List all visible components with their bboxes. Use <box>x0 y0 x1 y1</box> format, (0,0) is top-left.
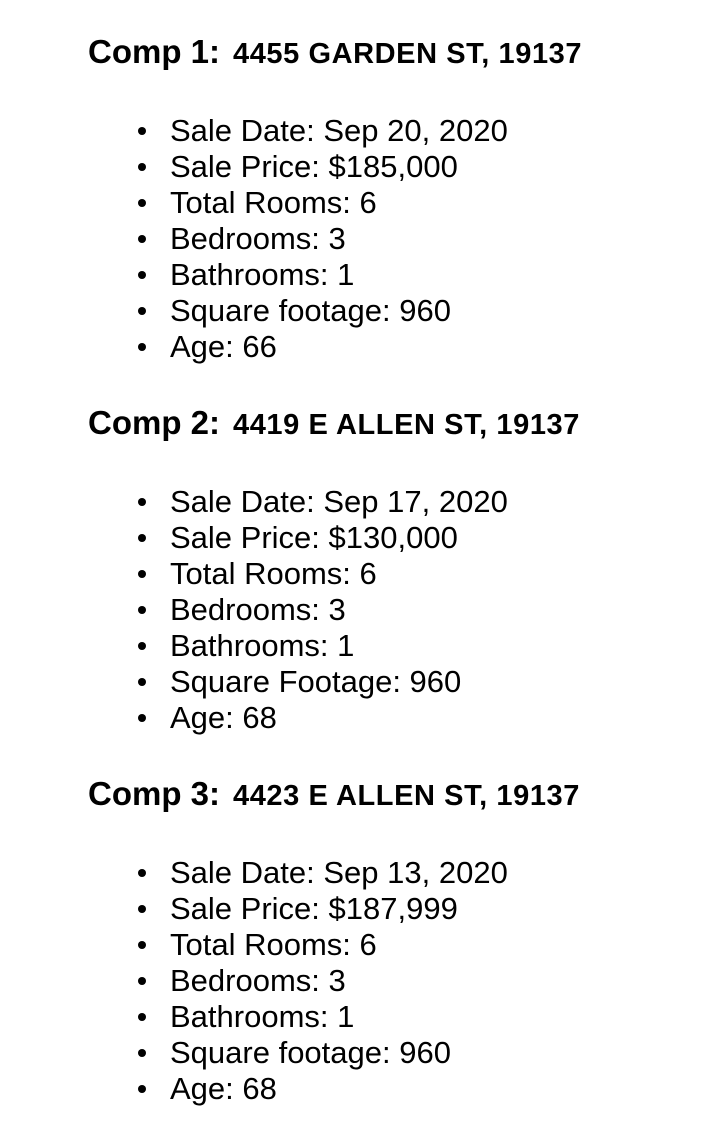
comp-3-number: Comp 3: <box>88 775 220 812</box>
list-item <box>170 556 724 592</box>
list-item <box>170 185 724 221</box>
list-item <box>170 149 724 185</box>
list-item-text: Sale Price: $185,000 <box>170 149 458 184</box>
list-item <box>170 963 724 999</box>
list-item-text: Square Footage: 960 <box>170 664 462 699</box>
bullet-icon <box>138 905 146 913</box>
comp-1-heading <box>88 32 724 74</box>
comp-section-2 <box>88 403 724 736</box>
bullet-icon <box>138 307 146 315</box>
list-item <box>170 293 724 329</box>
comp-2-list <box>88 484 724 736</box>
list-item <box>170 484 724 520</box>
list-item <box>170 628 724 664</box>
bullet-icon <box>138 678 146 686</box>
list-item <box>170 592 724 628</box>
comp-section-1 <box>88 32 724 365</box>
comp-2-number: Comp 2: <box>88 404 220 441</box>
list-item <box>170 113 724 149</box>
list-item-text: Age: 66 <box>170 329 277 364</box>
bullet-icon <box>138 199 146 207</box>
list-item-text: Bathrooms: 1 <box>170 999 355 1034</box>
list-item-text: Bedrooms: 3 <box>170 963 346 998</box>
bullet-icon <box>138 1049 146 1057</box>
comp-2-heading <box>88 403 724 445</box>
list-item-text: Age: 68 <box>170 700 277 735</box>
comp-3-heading <box>88 774 724 816</box>
list-item-text: Total Rooms: 6 <box>170 927 377 962</box>
list-item <box>170 1071 724 1107</box>
bullet-icon <box>138 1013 146 1021</box>
bullet-icon <box>138 235 146 243</box>
list-item-text: Bedrooms: 3 <box>170 592 346 627</box>
list-item <box>170 999 724 1035</box>
bullet-icon <box>138 163 146 171</box>
list-item-text: Bathrooms: 1 <box>170 257 355 292</box>
bullet-icon <box>138 977 146 985</box>
comp-section-3 <box>88 774 724 1107</box>
bullet-icon <box>138 343 146 351</box>
comp-1-address: 4455 GARDEN ST, 19137 <box>233 38 583 70</box>
list-item-text: Age: 68 <box>170 1071 277 1106</box>
bullet-icon <box>138 606 146 614</box>
list-item <box>170 257 724 293</box>
comp-3-address: 4423 E ALLEN ST, 19137 <box>233 780 580 812</box>
list-item-text: Sale Price: $130,000 <box>170 520 458 555</box>
bullet-icon <box>138 714 146 722</box>
list-item <box>170 927 724 963</box>
comp-1-number: Comp 1: <box>88 33 220 70</box>
bullet-icon <box>138 570 146 578</box>
bullet-icon <box>138 271 146 279</box>
list-item <box>170 520 724 556</box>
list-item-text: Bedrooms: 3 <box>170 221 346 256</box>
bullet-icon <box>138 941 146 949</box>
bullet-icon <box>138 534 146 542</box>
list-item-text: Sale Date: Sep 13, 2020 <box>170 855 508 890</box>
list-item <box>170 855 724 891</box>
list-item-text: Bathrooms: 1 <box>170 628 355 663</box>
list-item-text: Square footage: 960 <box>170 293 451 328</box>
bullet-icon <box>138 642 146 650</box>
bullet-icon <box>138 869 146 877</box>
list-item <box>170 329 724 365</box>
list-item <box>170 700 724 736</box>
list-item-text: Sale Price: $187,999 <box>170 891 458 926</box>
list-item-text: Square footage: 960 <box>170 1035 451 1070</box>
list-item <box>170 1035 724 1071</box>
comp-1-list <box>88 113 724 365</box>
list-item <box>170 221 724 257</box>
list-item <box>170 891 724 927</box>
comp-2-address: 4419 E ALLEN ST, 19137 <box>233 409 580 441</box>
list-item <box>170 664 724 700</box>
comp-3-list <box>88 855 724 1107</box>
bullet-icon <box>138 498 146 506</box>
list-item-text: Total Rooms: 6 <box>170 556 377 591</box>
bullet-icon <box>138 1085 146 1093</box>
list-item-text: Sale Date: Sep 20, 2020 <box>170 113 508 148</box>
list-item-text: Total Rooms: 6 <box>170 185 377 220</box>
list-item-text: Sale Date: Sep 17, 2020 <box>170 484 508 519</box>
bullet-icon <box>138 127 146 135</box>
